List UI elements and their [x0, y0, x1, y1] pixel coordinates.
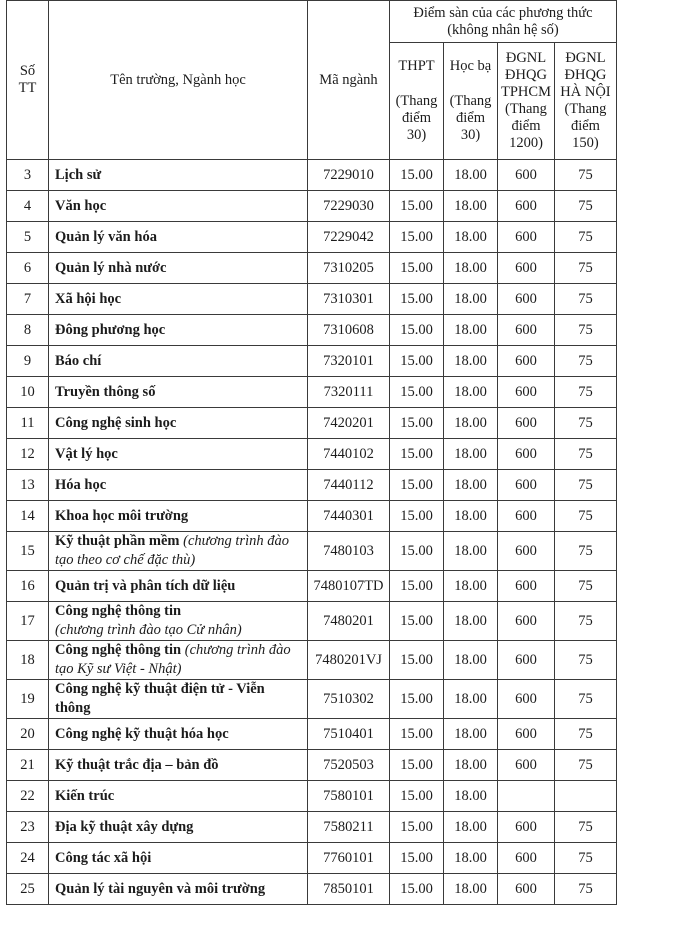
row-stt: 22	[7, 781, 49, 812]
row-name	[49, 160, 308, 191]
table-row	[7, 641, 617, 680]
header-thpt	[390, 43, 444, 160]
row-hocba-score: 18.00	[444, 750, 498, 781]
row-name	[49, 439, 308, 470]
row-thpt-score: 15.00	[390, 346, 444, 377]
row-hocba-score: 18.00	[444, 641, 498, 680]
row-name	[49, 781, 308, 812]
row-name-text: Đông phương học	[55, 321, 166, 338]
row-name-text: Công nghệ thông tin	[55, 642, 182, 658]
row-name	[49, 408, 308, 439]
header-stt: Số TT	[7, 1, 49, 160]
row-stt: 16	[7, 571, 49, 602]
row-dgnl-hcm-score: 600	[498, 641, 555, 680]
row-name	[49, 750, 308, 781]
row-dgnl-hcm-score: 600	[498, 874, 555, 905]
row-name-text: Kỹ thuật phần mềm	[55, 533, 180, 549]
row-dgnl-hn-score: 75	[554, 750, 616, 781]
row-dgnl-hn-score: 75	[554, 719, 616, 750]
row-hocba-score: 18.00	[444, 843, 498, 874]
row-code: 7229042	[308, 222, 390, 253]
row-dgnl-hn-score: 75	[554, 346, 616, 377]
row-code: 7310608	[308, 315, 390, 346]
row-thpt-score: 15.00	[390, 874, 444, 905]
header-hcm-label: ĐGNL ĐHQG TPHCM	[501, 50, 551, 100]
row-thpt-score: 15.00	[390, 571, 444, 602]
row-code: 7510302	[308, 680, 390, 719]
row-hocba-score: 18.00	[444, 408, 498, 439]
row-dgnl-hn-score: 75	[554, 222, 616, 253]
row-dgnl-hn-score: 75	[554, 191, 616, 222]
header-hocba	[444, 43, 498, 160]
row-dgnl-hcm-score: 600	[498, 315, 555, 346]
row-dgnl-hcm-score: 600	[498, 470, 555, 501]
row-dgnl-hcm-score: 600	[498, 680, 555, 719]
row-name-text: Vật lý học	[55, 445, 118, 462]
table-row	[7, 160, 617, 191]
row-dgnl-hn-score: 75	[554, 680, 616, 719]
table-row	[7, 346, 617, 377]
row-name-text: Quản lý văn hóa	[55, 228, 157, 245]
row-dgnl-hn-score: 75	[554, 408, 616, 439]
row-name-text: Công nghệ kỹ thuật hóa học	[55, 725, 229, 742]
row-stt: 25	[7, 874, 49, 905]
row-thpt-score: 15.00	[390, 641, 444, 680]
header-thpt-label: THPT	[398, 58, 435, 74]
row-code: 7520503	[308, 750, 390, 781]
row-code: 7760101	[308, 843, 390, 874]
row-code: 7480201	[308, 602, 390, 641]
row-hocba-score: 18.00	[444, 470, 498, 501]
row-name	[49, 470, 308, 501]
row-thpt-score: 15.00	[390, 750, 444, 781]
row-thpt-score: 15.00	[390, 315, 444, 346]
header-group-line2: (không nhân hệ số)	[447, 21, 559, 38]
row-code: 7320101	[308, 346, 390, 377]
table-row	[7, 781, 617, 812]
row-name-text: Công nghệ thông tin	[55, 603, 182, 619]
header-hcm-scale: (Thang điểm 1200)	[505, 101, 547, 151]
row-name	[49, 843, 308, 874]
row-dgnl-hn-score: 75	[554, 160, 616, 191]
row-dgnl-hcm-score: 600	[498, 346, 555, 377]
row-code: 7310205	[308, 253, 390, 284]
row-hocba-score: 18.00	[444, 191, 498, 222]
row-name-text: Lịch sử	[55, 166, 102, 183]
header-hn-label: ĐGNL ĐHQG HÀ NỘI	[560, 50, 611, 100]
row-name-text: Báo chí	[55, 352, 102, 369]
row-hocba-score: 18.00	[444, 719, 498, 750]
row-code: 7229030	[308, 191, 390, 222]
row-dgnl-hcm-score: 600	[498, 501, 555, 532]
row-thpt-score: 15.00	[390, 408, 444, 439]
row-dgnl-hn-score	[554, 781, 616, 812]
row-name	[49, 377, 308, 408]
table-row	[7, 532, 617, 571]
row-name	[49, 571, 308, 602]
table-row	[7, 602, 617, 641]
row-thpt-score: 15.00	[390, 532, 444, 571]
row-hocba-score: 18.00	[444, 377, 498, 408]
row-thpt-score: 15.00	[390, 602, 444, 641]
row-hocba-score: 18.00	[444, 346, 498, 377]
row-hocba-score: 18.00	[444, 501, 498, 532]
row-hocba-score: 18.00	[444, 812, 498, 843]
row-stt: 23	[7, 812, 49, 843]
row-code: 7420201	[308, 408, 390, 439]
row-name-text: Truyền thông số	[55, 383, 156, 400]
row-dgnl-hcm-score: 600	[498, 439, 555, 470]
row-name	[49, 346, 308, 377]
row-name	[49, 812, 308, 843]
row-name-text: Kỹ thuật trắc địa – bản đồ	[55, 756, 219, 773]
row-code: 7480201VJ	[308, 641, 390, 680]
row-hocba-score: 18.00	[444, 571, 498, 602]
row-thpt-score: 15.00	[390, 377, 444, 408]
row-hocba-score: 18.00	[444, 253, 498, 284]
table-header	[7, 1, 617, 160]
row-name-text: Quản trị và phân tích dữ liệu	[55, 577, 236, 594]
row-hocba-score: 18.00	[444, 602, 498, 641]
row-dgnl-hn-score: 75	[554, 284, 616, 315]
header-hn-scale: (Thang điểm 150)	[564, 101, 607, 151]
table-row	[7, 408, 617, 439]
header-thpt-scale: (Thang điểm 30)	[395, 93, 438, 143]
row-dgnl-hcm-score	[498, 781, 555, 812]
table-row	[7, 377, 617, 408]
row-code: 7440301	[308, 501, 390, 532]
row-name-text: Địa kỹ thuật xây dựng	[55, 818, 194, 835]
row-dgnl-hcm-score: 600	[498, 377, 555, 408]
row-code: 7850101	[308, 874, 390, 905]
row-name-text: Công tác xã hội	[55, 849, 152, 866]
row-name-text: Quản lý nhà nước	[55, 259, 167, 276]
row-dgnl-hn-score: 75	[554, 812, 616, 843]
header-hcm	[498, 43, 555, 160]
row-dgnl-hcm-score: 600	[498, 253, 555, 284]
row-dgnl-hcm-score: 600	[498, 532, 555, 571]
row-name-note: (chương trình đào tạo theo cơ chế đặc thù)	[55, 533, 289, 568]
row-thpt-score: 15.00	[390, 501, 444, 532]
row-name	[49, 602, 308, 641]
row-dgnl-hcm-score: 600	[498, 191, 555, 222]
row-hocba-score: 18.00	[444, 680, 498, 719]
row-stt: 11	[7, 408, 49, 439]
row-hocba-score: 18.00	[444, 874, 498, 905]
row-dgnl-hcm-score: 600	[498, 408, 555, 439]
row-name	[49, 719, 308, 750]
row-thpt-score: 15.00	[390, 160, 444, 191]
table-row	[7, 222, 617, 253]
row-name-text: Hóa học	[55, 476, 107, 493]
header-group-line1: Điểm sàn của các phương thức	[413, 4, 593, 21]
table-body	[7, 160, 617, 905]
row-code: 7310301	[308, 284, 390, 315]
row-stt: 13	[7, 470, 49, 501]
row-stt: 17	[7, 602, 49, 641]
row-thpt-score: 15.00	[390, 191, 444, 222]
row-dgnl-hn-score: 75	[554, 532, 616, 571]
row-stt: 18	[7, 641, 49, 680]
row-dgnl-hn-score: 75	[554, 641, 616, 680]
row-stt: 24	[7, 843, 49, 874]
row-hocba-score: 18.00	[444, 781, 498, 812]
row-thpt-score: 15.00	[390, 439, 444, 470]
row-code: 7480103	[308, 532, 390, 571]
row-stt: 10	[7, 377, 49, 408]
table-row	[7, 191, 617, 222]
row-stt: 9	[7, 346, 49, 377]
row-dgnl-hcm-score: 600	[498, 843, 555, 874]
row-name	[49, 315, 308, 346]
row-stt: 15	[7, 532, 49, 571]
row-dgnl-hcm-score: 600	[498, 602, 555, 641]
row-thpt-score: 15.00	[390, 284, 444, 315]
row-stt: 7	[7, 284, 49, 315]
row-name	[49, 284, 308, 315]
row-dgnl-hcm-score: 600	[498, 750, 555, 781]
row-thpt-score: 15.00	[390, 222, 444, 253]
row-name-text: Khoa học môi trường	[55, 507, 189, 524]
row-name	[49, 191, 308, 222]
row-hocba-score: 18.00	[444, 160, 498, 191]
row-dgnl-hn-score: 75	[554, 501, 616, 532]
table-row	[7, 253, 617, 284]
row-dgnl-hn-score: 75	[554, 874, 616, 905]
row-hocba-score: 18.00	[444, 222, 498, 253]
row-dgnl-hcm-score: 600	[498, 160, 555, 191]
row-stt: 12	[7, 439, 49, 470]
row-thpt-score: 15.00	[390, 781, 444, 812]
row-name	[49, 532, 308, 571]
row-dgnl-hn-score: 75	[554, 253, 616, 284]
header-hn	[554, 43, 616, 160]
table-row	[7, 315, 617, 346]
row-name-text: Công nghệ kỹ thuật điện tử - Viễn thông	[55, 681, 265, 716]
row-hocba-score: 18.00	[444, 439, 498, 470]
row-thpt-score: 15.00	[390, 680, 444, 719]
row-stt: 20	[7, 719, 49, 750]
table-row	[7, 571, 617, 602]
row-dgnl-hn-score: 75	[554, 377, 616, 408]
row-name-text: Quản lý tài nguyên và môi trường	[55, 880, 266, 897]
table-row	[7, 719, 617, 750]
row-name-text: Văn học	[55, 197, 107, 214]
row-dgnl-hcm-score: 600	[498, 719, 555, 750]
table-row	[7, 470, 617, 501]
table-row	[7, 501, 617, 532]
row-dgnl-hcm-score: 600	[498, 812, 555, 843]
row-dgnl-hn-score: 75	[554, 470, 616, 501]
row-thpt-score: 15.00	[390, 843, 444, 874]
row-stt: 5	[7, 222, 49, 253]
row-stt: 3	[7, 160, 49, 191]
row-stt: 14	[7, 501, 49, 532]
row-code: 7580211	[308, 812, 390, 843]
row-name-note: (chương trình đào tạo Cử nhân)	[55, 622, 242, 638]
row-code: 7229010	[308, 160, 390, 191]
row-name	[49, 641, 308, 680]
row-name-note: (chương trình đào tạo Kỹ sư Việt - Nhật)	[55, 642, 291, 677]
row-name-text: Kiến trúc	[55, 787, 115, 804]
row-stt: 19	[7, 680, 49, 719]
table-row	[7, 843, 617, 874]
row-name-text: Xã hội học	[55, 290, 122, 307]
row-dgnl-hcm-score: 600	[498, 222, 555, 253]
row-hocba-score: 18.00	[444, 284, 498, 315]
row-hocba-score: 18.00	[444, 315, 498, 346]
row-thpt-score: 15.00	[390, 812, 444, 843]
row-dgnl-hcm-score: 600	[498, 284, 555, 315]
row-code: 7480107TD	[308, 571, 390, 602]
row-code: 7440112	[308, 470, 390, 501]
row-thpt-score: 15.00	[390, 719, 444, 750]
row-dgnl-hn-score: 75	[554, 571, 616, 602]
row-code: 7510401	[308, 719, 390, 750]
row-dgnl-hn-score: 75	[554, 602, 616, 641]
row-name-text: Công nghệ sinh học	[55, 414, 177, 431]
row-name	[49, 874, 308, 905]
row-hocba-score: 18.00	[444, 532, 498, 571]
row-dgnl-hn-score: 75	[554, 315, 616, 346]
table-row	[7, 439, 617, 470]
table-row	[7, 750, 617, 781]
row-thpt-score: 15.00	[390, 253, 444, 284]
row-stt: 6	[7, 253, 49, 284]
header-name: Tên trường, Ngành học	[49, 1, 308, 160]
row-name	[49, 222, 308, 253]
row-dgnl-hn-score: 75	[554, 843, 616, 874]
row-code: 7320111	[308, 377, 390, 408]
table-row	[7, 680, 617, 719]
row-thpt-score: 15.00	[390, 470, 444, 501]
header-hocba-scale: (Thang điểm 30)	[449, 93, 492, 143]
row-dgnl-hn-score: 75	[554, 439, 616, 470]
row-code: 7580101	[308, 781, 390, 812]
table-row	[7, 874, 617, 905]
header-hocba-label: Học bạ	[449, 58, 492, 74]
row-name	[49, 680, 308, 719]
table-row	[7, 284, 617, 315]
cutoff-score-table	[6, 0, 617, 905]
row-stt: 4	[7, 191, 49, 222]
header-code: Mã ngành	[308, 1, 390, 160]
row-name	[49, 253, 308, 284]
row-dgnl-hcm-score: 600	[498, 571, 555, 602]
cutoff-score-table-wrapper	[6, 0, 617, 905]
row-stt: 21	[7, 750, 49, 781]
row-code: 7440102	[308, 439, 390, 470]
row-stt: 8	[7, 315, 49, 346]
row-name	[49, 501, 308, 532]
table-row	[7, 812, 617, 843]
header-method-group	[390, 1, 617, 43]
